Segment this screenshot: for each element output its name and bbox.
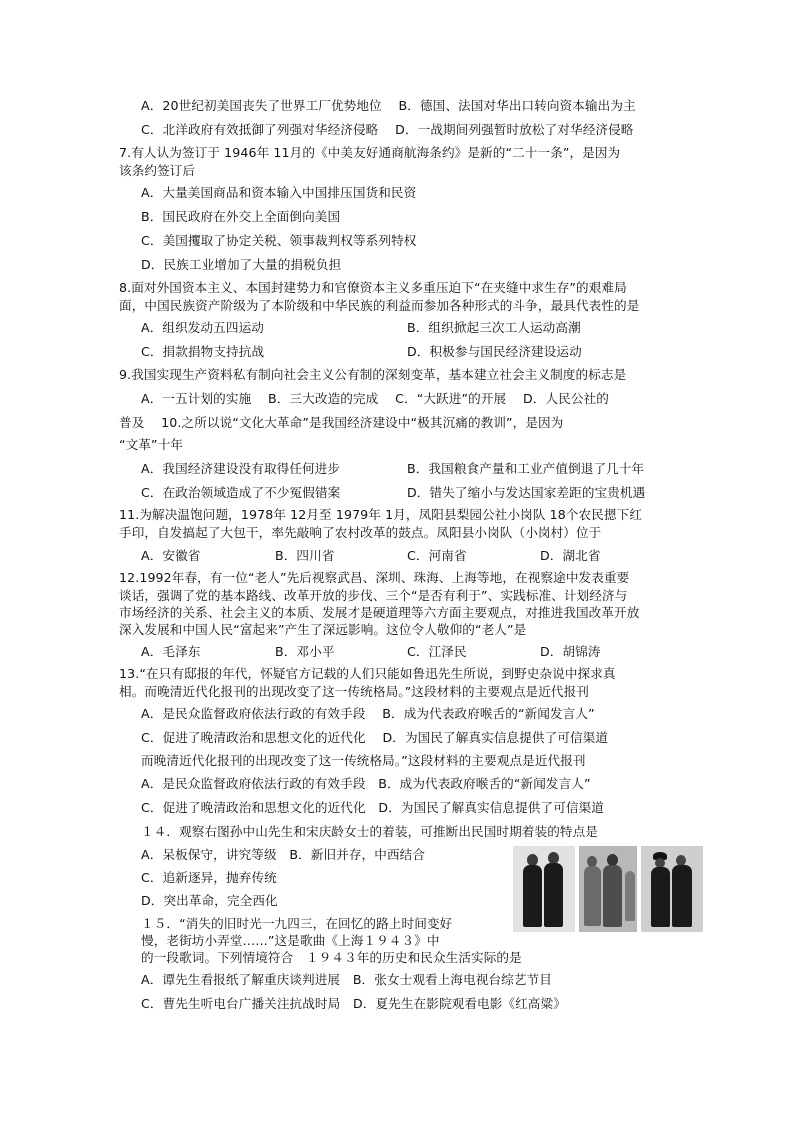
q12-option-d: D．胡锦涛 <box>540 644 601 659</box>
q12-stem-cont-3: 深入发展和中国人民“富起来”产生了深远影响。这位令人敬仰的“老人”是 <box>119 622 527 637</box>
q7-stem-cont: 该条约签订后 <box>119 163 196 178</box>
q7-option-a: A．大量美国商品和资本输入中国排压国货和民资 <box>141 185 417 200</box>
q8-stem-cont: 面，中国民族资产阶级为了本阶级和中华民族的利益而参加各种形式的斗争，最具代表性的是 <box>119 298 640 313</box>
q8-option-d: D．积极参与国民经济建设运动 <box>407 344 582 359</box>
q7-stem: 7.有人认为签订于 1946年 11月的《中美友好通商航海条约》是新的“二十一条”，是因为 <box>119 145 621 160</box>
q10-stem: 普及 10.之所以说“文化大革命”是我国经济建设中“极其沉痛的教训”，是因为 <box>119 415 564 430</box>
q9-stem: 9.我国实现生产资料私有制向社会主义公有制的深刻变革，基本建立社会主义制度的标志是 <box>119 367 627 382</box>
q14-stem: １４．观察右图孙中山先生和宋庆龄女士的着装，可推断出民国时期着装的特点是 <box>141 824 598 839</box>
q10-option-d: D．错失了缩小与发达国家差距的宝贵机遇 <box>407 485 646 500</box>
q13-stem: 13.“在只有邸报的年代，怀疑官方记载的人们只能如鲁迅先生所说，到野史杂说中探求真 <box>119 666 616 681</box>
q8-option-a: A．组织发动五四运动 <box>141 320 264 335</box>
q15-stem-cont-1: 慢，老街坊小弄堂……”这是歌曲《上海１９４３》中 <box>141 933 440 948</box>
q15-stem: １５．“消失的旧时光一九四三，在回忆的路上时间变好 <box>141 916 453 931</box>
q11-stem-cont: 手印，自发搞起了大包干，率先敲响了农村改革的鼓点。凤阳县小岗队（小岗村）位于 <box>119 525 602 540</box>
q11-option-c: C．河南省 <box>407 548 467 563</box>
q7-option-d: D．民族工业增加了大量的捐税负担 <box>141 257 342 272</box>
q11-option-a: A．安徽省 <box>141 548 201 563</box>
q12-stem-cont-1: 谈话，强调了党的基本路线、改革开放的步伐、三个“是否有利于”、实践标准、计划经济与 <box>119 588 628 603</box>
q13-repeat-options-cd: C．促进了晚清政治和思想文化的近代化 D．为国民了解真实信息提供了可信渠道 <box>141 800 604 815</box>
photo-1 <box>513 846 575 932</box>
line-1: A．20世纪初美国丧失了世界工厂优势地位 B．德国、法国对华出口转向资本输出为主 <box>141 98 636 113</box>
q12-option-b: B．邓小平 <box>275 644 335 659</box>
q11-option-b: B．四川省 <box>275 548 335 563</box>
q10-option-b: B．我国粮食产量和工业产值倒退了几十年 <box>407 461 645 476</box>
q12-stem: 12.1992年春，有一位“老人”先后视察武昌、深圳、珠海、上海等地，在视察途中发表重要 <box>119 570 630 585</box>
q7-option-b: B．国民政府在外交上全面倒向美国 <box>141 209 341 224</box>
q9-options: A．一五计划的实施 B．三大改造的完成 C．“大跃进”的开展 D．人民公社的 <box>141 391 609 406</box>
q13-options-cd: C．促进了晚清政治和思想文化的近代化 D．为国民了解真实信息提供了可信渠道 <box>141 730 609 745</box>
q8-stem: 8.面对外国资本主义、本国封建势力和官僚资本主义多重压迫下“在夹缝中求生存”的艰难局 <box>119 280 627 295</box>
q15-options-ab: A．谭先生看报纸了解重庆谈判进展 B．张女士观看上海电视台综艺节目 <box>141 972 552 987</box>
q13-options-ab: A．是民众监督政府依法行政的有效手段 B．成为代表政府喉舌的“新闻发言人” <box>141 706 595 721</box>
q14-option-c: C．追新逐异，抛弃传统 <box>141 870 277 885</box>
q10-stem-cont: “文革”十年 <box>119 437 184 452</box>
q14-options-ab: A．呆板保守，讲究等级 B．新旧并存，中西结合 <box>141 847 426 862</box>
q13-stem-cont: 相。而晚清近代化报刊的出现改变了这一传统格局。”这段材料的主要观点是近代报刊 <box>119 684 589 699</box>
photo-2 <box>579 846 637 932</box>
q15-options-cd: C．曹先生听电台广播关注抗战时局 D．夏先生在影院观看电影《红高粱》 <box>141 996 566 1011</box>
q10-option-a: A．我国经济建设没有取得任何进步 <box>141 461 341 476</box>
q15-stem-cont-2: 的一段歌词。下列情境符合 １９４３年的历史和民众生活实际的是 <box>141 950 522 965</box>
q14-option-d: D．突出革命，完全西化 <box>141 893 278 908</box>
q8-option-c: C．捐款捐物支持抗战 <box>141 344 265 359</box>
photo-3 <box>641 846 703 932</box>
line-2: C．北洋政府有效抵御了列强对华经济侵略 D．一战期间列强暂时放松了对华经济侵略 <box>141 122 634 137</box>
q10-option-c: C．在政治领域造成了不少冤假错案 <box>141 485 341 500</box>
q11-stem: 11.为解决温饱问题，1978年 12月至 1979年 1月，凤阳县梨园公社小岗队 18个农民摁下红 <box>119 507 643 522</box>
q7-option-c: C．美国攫取了协定关税、领事裁判权等系列特权 <box>141 233 417 248</box>
q12-option-c: C．江泽民 <box>407 644 467 659</box>
q12-stem-cont-2: 市场经济的关系、社会主义的本质、发展才是硬道理等六方面主要观点，对推进我国改革开放 <box>119 605 640 620</box>
sun-yatsen-soong-chingling-photos <box>513 846 703 932</box>
q13-repeat-stem: 而晚清近代化报刊的出现改变了这一传统格局。”这段材料的主要观点是近代报刊 <box>141 753 586 768</box>
q13-repeat-options-ab: A．是民众监督政府依法行政的有效手段 B．成为代表政府喉舌的“新闻发言人” <box>141 776 591 791</box>
q11-option-d: D．湖北省 <box>540 548 601 563</box>
q8-option-b: B．组织掀起三次工人运动高潮 <box>407 320 581 335</box>
q12-option-a: A．毛泽东 <box>141 644 201 659</box>
